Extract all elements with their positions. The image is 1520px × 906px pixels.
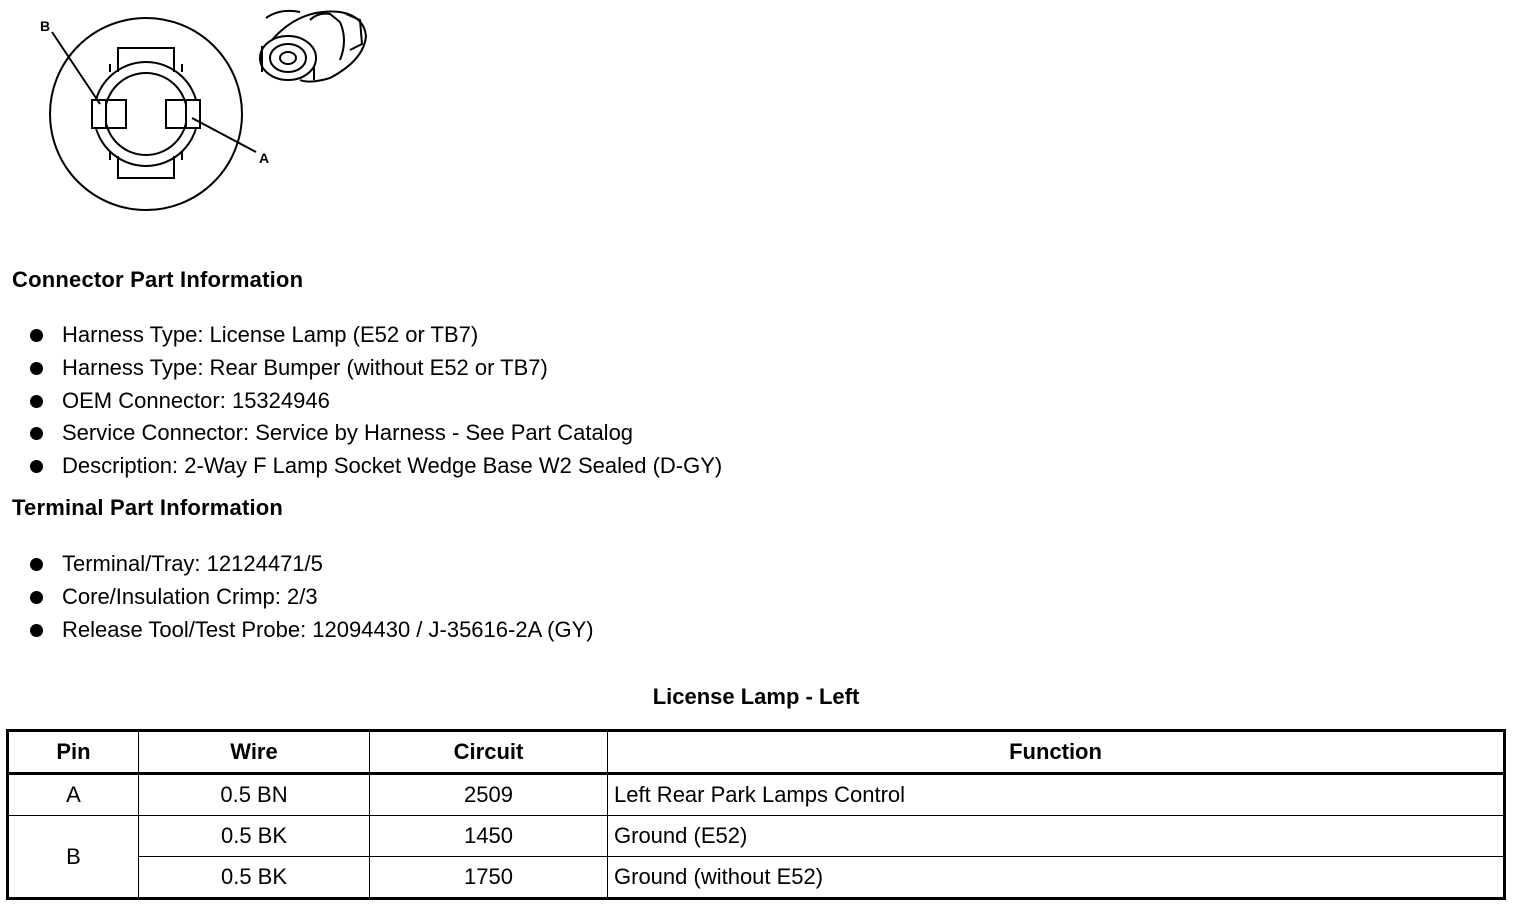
list-item: Terminal/Tray: 12124471/5 xyxy=(30,548,594,581)
terminal-heading: Terminal Part Information xyxy=(12,495,284,520)
column-header-pin: Pin xyxy=(8,731,139,774)
list-item: Service Connector: Service by Harness - See Part Catalog xyxy=(30,417,722,450)
list-item: OEM Connector: 15324946 xyxy=(30,385,722,418)
table-header-row xyxy=(8,731,1505,774)
column-header-wire: Wire xyxy=(139,731,370,774)
list-item: Release Tool/Test Probe: 12094430 / J-35616-2A (GY) xyxy=(30,614,594,647)
table-title: License Lamp - Left xyxy=(652,684,860,709)
table-row xyxy=(8,774,1505,816)
bullet-icon xyxy=(30,624,43,637)
connector-heading: Connector Part Information xyxy=(12,267,304,292)
function-cell: Left Rear Park Lamps Control xyxy=(608,774,1505,816)
wire-cell: 0.5 BN xyxy=(139,774,370,816)
circuit-cell: 1750 xyxy=(370,857,608,899)
bullet-icon xyxy=(30,591,43,604)
bullet-icon xyxy=(30,427,43,440)
terminal-a-blade xyxy=(186,100,200,128)
circuit-cell: 1450 xyxy=(370,816,608,857)
connector-diagram xyxy=(0,0,420,230)
wire-cell: 0.5 BK xyxy=(139,857,370,899)
pin-cell: B xyxy=(8,816,139,899)
column-header-function: Function xyxy=(608,731,1505,774)
bullet-icon xyxy=(30,329,43,342)
list-item: Core/Insulation Crimp: 2/3 xyxy=(30,581,594,614)
bullet-icon xyxy=(30,395,43,408)
list-item: Harness Type: Rear Bumper (without E52 or TB7) xyxy=(30,352,722,385)
connector-info-list xyxy=(30,319,722,483)
circuit-cell: 2509 xyxy=(370,774,608,816)
table-row xyxy=(8,816,1505,857)
list-item: Description: 2-Way F Lamp Socket Wedge Base W2 Sealed (D-GY) xyxy=(30,450,722,483)
socket-3d-view xyxy=(260,11,366,82)
connector-face-inner-ring xyxy=(94,62,198,166)
pinout-table xyxy=(6,729,1506,900)
column-header-circuit: Circuit xyxy=(370,731,608,774)
leader-a xyxy=(192,118,256,152)
connector-top-tab xyxy=(118,48,174,72)
pin-cell: A xyxy=(8,774,139,816)
terminal-info-list xyxy=(30,548,594,646)
connector-face-inner xyxy=(105,73,187,155)
wire-cell: 0.5 BK xyxy=(139,816,370,857)
connector-face-outer xyxy=(50,18,242,210)
bullet-icon xyxy=(30,460,43,473)
function-cell: Ground (without E52) xyxy=(608,857,1505,899)
function-cell: Ground (E52) xyxy=(608,816,1505,857)
bullet-icon xyxy=(30,362,43,375)
bullet-icon xyxy=(30,558,43,571)
leader-b xyxy=(52,32,100,104)
label-b: B xyxy=(40,18,51,34)
label-a: A xyxy=(259,150,270,166)
list-item: Harness Type: License Lamp (E52 or TB7) xyxy=(30,319,722,352)
table-row xyxy=(8,857,1505,899)
